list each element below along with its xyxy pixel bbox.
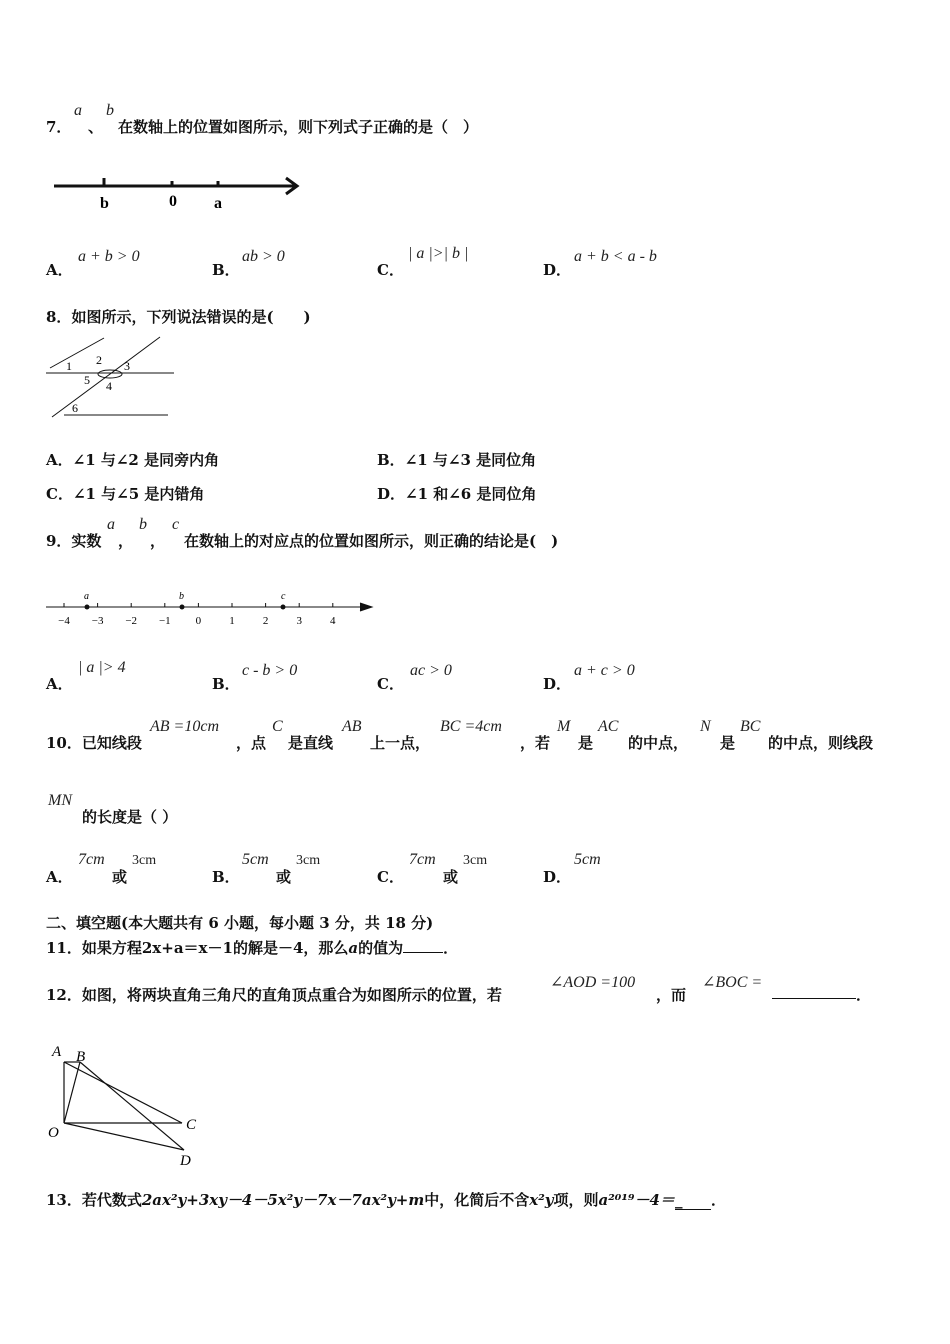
q9-tick-label: −2: [125, 615, 138, 627]
q7-label-b: b: [100, 195, 109, 212]
q13-expression: 2ax²y+3xy－4－5x²y－7x－7ax²y+m: [141, 1191, 425, 1209]
q11-text-1: 的解是－4，那么: [232, 939, 349, 957]
q13-line: [46, 1189, 726, 1210]
q10-math-8: BC: [740, 718, 761, 735]
q12-answer-blank[interactable]: [772, 984, 856, 999]
q12-math-1: ∠AOD =100: [550, 974, 636, 991]
q7-option-c-expr: | a |>| b |: [408, 245, 469, 262]
q7-var-b: b: [106, 102, 114, 119]
q13-end: ．: [710, 1191, 726, 1209]
q10-option-b-v1: 5cm: [242, 851, 269, 868]
q9-text: 在数轴上的对应点的位置如图所示，则正确的结论是( ): [184, 532, 559, 550]
q7-label-0: 0: [169, 193, 177, 210]
q11-text-2: 的值为: [358, 939, 404, 957]
q7-option-b-letter: B．: [212, 261, 240, 279]
q9-option-c-letter: C．: [377, 675, 404, 693]
q8-option-d: D．∠1 和∠6 是同位角: [377, 485, 537, 503]
q8-number: 8．: [46, 308, 72, 326]
q7-label-a: a: [214, 195, 222, 212]
q10-math-2: C: [272, 718, 283, 735]
q9-tick-label: −4: [58, 615, 70, 627]
q10-math-6: AC: [598, 718, 619, 735]
q10-option-c-or: 或: [443, 868, 459, 886]
q12-math-2: ∠BOC =: [702, 974, 763, 991]
q10-option-b-or: 或: [276, 868, 292, 886]
q9-option-c-expr: ac > 0: [410, 662, 452, 679]
q9-point-c: [281, 605, 286, 610]
q13-math-2: a²⁰¹⁹－4＝: [598, 1191, 675, 1209]
q11-number: 11．如果方程: [46, 939, 142, 957]
q9-var-c: c: [172, 516, 180, 533]
q7-option-d-expr: a + b < a - b: [574, 248, 657, 265]
q10-option-d-letter: D．: [543, 868, 572, 886]
q9-comma-1: ，: [118, 532, 134, 550]
q10-option-c-letter: C．: [377, 868, 404, 886]
q10-option-a-or: 或: [112, 868, 128, 886]
q13-text-1: 中，化简后不含: [424, 1191, 530, 1209]
q10-text-5: 是: [578, 734, 594, 752]
q10-math-1: AB =10cm: [150, 718, 219, 735]
q10-option-b-letter: B．: [212, 868, 240, 886]
q7-option-a-expr: a + b > 0: [78, 248, 140, 265]
q9-number-line: [42, 586, 382, 630]
q7-var-a: a: [74, 102, 82, 119]
q12-label-o: O: [48, 1125, 59, 1141]
q11-equation: 2x+a＝x－1: [141, 939, 233, 957]
q9-option-b-letter: B．: [212, 675, 240, 693]
q11-answer-blank[interactable]: [403, 938, 443, 953]
q7-sep: 、: [88, 118, 104, 136]
section-2-heading: 二、填空题(本大题共有 6 小题，每小题 3 分，共 18 分): [46, 914, 434, 932]
q8-option-b: B．∠1 与∠3 是同位角: [377, 451, 537, 469]
q7-stem: [46, 116, 71, 137]
q10-option-a-letter: A．: [46, 868, 73, 886]
q10-math-3: AB: [342, 718, 362, 735]
q11-end: ．: [443, 939, 459, 957]
q9-option-a-letter: A．: [46, 675, 73, 693]
q9-tick-label: −3: [91, 615, 104, 627]
q8-angle-3: 3: [124, 359, 130, 373]
q9-var-b: b: [139, 516, 147, 533]
q11-var: a: [348, 939, 359, 957]
q13-text-2: 项，则: [553, 1191, 599, 1209]
q12-number: 12．如图，将两块直角三角尺的直角顶点重合为如图所示的位置，若: [46, 986, 502, 1004]
q9-tick-label: 1: [229, 615, 235, 627]
q9-option-d-letter: D．: [543, 675, 572, 693]
q10-text-1: ，点: [236, 734, 267, 752]
q7-option-b-expr: ab > 0: [242, 248, 285, 265]
q9-tick-label: 3: [296, 615, 302, 627]
q7-text: 在数轴上的位置如图所示，则下列式子正确的是（ ）: [118, 118, 479, 136]
q9-tick-label: 0: [195, 615, 202, 627]
q10-text-9: 的长度是（ ）: [82, 808, 178, 826]
q9-option-a-expr: | a |> 4: [78, 659, 126, 676]
q13-math-1: x²y: [529, 1191, 554, 1209]
q10-math-7: N: [700, 718, 711, 735]
q7-number-line: [50, 170, 310, 215]
q8-text: 如图所示，下列说法错误的是( ): [71, 308, 311, 326]
q9-option-b-expr: c - b > 0: [242, 662, 298, 679]
q10-text-2: 是直线: [288, 734, 334, 752]
q10-text-8: 的中点，则线段: [768, 734, 874, 752]
q9-tick-label: 2: [262, 615, 269, 627]
q9-option-d-expr: a + c > 0: [574, 662, 635, 679]
q13-number: 13．若代数式: [46, 1191, 142, 1209]
q10-option-c-v2: 3cm: [463, 853, 488, 868]
q9-tick-label: 4: [330, 615, 336, 627]
q10-option-d-v1: 5cm: [574, 851, 601, 868]
q10-number: 10．已知线段: [46, 734, 142, 752]
q9-point-label-a: a: [84, 591, 89, 602]
q10-option-b-v2: 3cm: [296, 853, 321, 868]
q9-point-b: [180, 605, 185, 610]
q10-option-a-v2: 3cm: [132, 853, 157, 868]
q12-end: ．: [856, 986, 872, 1004]
q7-option-a-letter: A．: [46, 261, 73, 279]
q8-angle-6: 6: [72, 401, 78, 415]
q8-stem: [46, 306, 311, 327]
q7-option-d-letter: D．: [543, 261, 572, 279]
q9-point-label-c: c: [281, 591, 286, 602]
q8-angle-2: 2: [96, 353, 102, 367]
q9-point-a: [85, 605, 90, 610]
q7-number: 7．: [46, 118, 72, 136]
q12-label-a: A: [52, 1044, 62, 1060]
q8-option-c: C．∠1 与∠5 是内错角: [46, 485, 205, 503]
q12-text-1: ，而: [656, 986, 687, 1004]
q12-figure: [44, 1040, 214, 1172]
q7-option-c-letter: C．: [377, 261, 404, 279]
q9-tick-label: −1: [158, 615, 171, 627]
q12-label-b: B: [76, 1049, 86, 1065]
q8-angle-5: 5: [84, 373, 90, 387]
q10-text-3: 上一点，: [370, 734, 431, 752]
q8-angle-1: 1: [66, 359, 72, 373]
q8-option-a: A．∠1 与∠2 是同旁内角: [46, 451, 220, 469]
q10-math-9: MN: [48, 792, 72, 809]
q10-option-c-v1: 7cm: [409, 851, 436, 868]
q8-angle-4: 4: [106, 379, 112, 393]
q9-comma-2: ，: [150, 532, 166, 550]
q13-answer-blank[interactable]: _: [675, 1191, 711, 1210]
q10-option-a-v1: 7cm: [78, 851, 105, 868]
q12-label-c: C: [186, 1117, 197, 1133]
q8-figure: [44, 334, 179, 419]
q10-text-4: ，若: [520, 734, 551, 752]
q9-number: 9．实数: [46, 532, 102, 550]
q10-math-5: M: [557, 718, 571, 735]
q10-math-4: BC =4cm: [440, 718, 502, 735]
q10-text-7: 是: [720, 734, 736, 752]
q9-point-label-b: b: [179, 591, 184, 602]
q12-label-d: D: [180, 1153, 191, 1169]
q9-var-a: a: [107, 516, 115, 533]
q10-text-6: 的中点，: [628, 734, 689, 752]
q11-line: [46, 937, 458, 958]
